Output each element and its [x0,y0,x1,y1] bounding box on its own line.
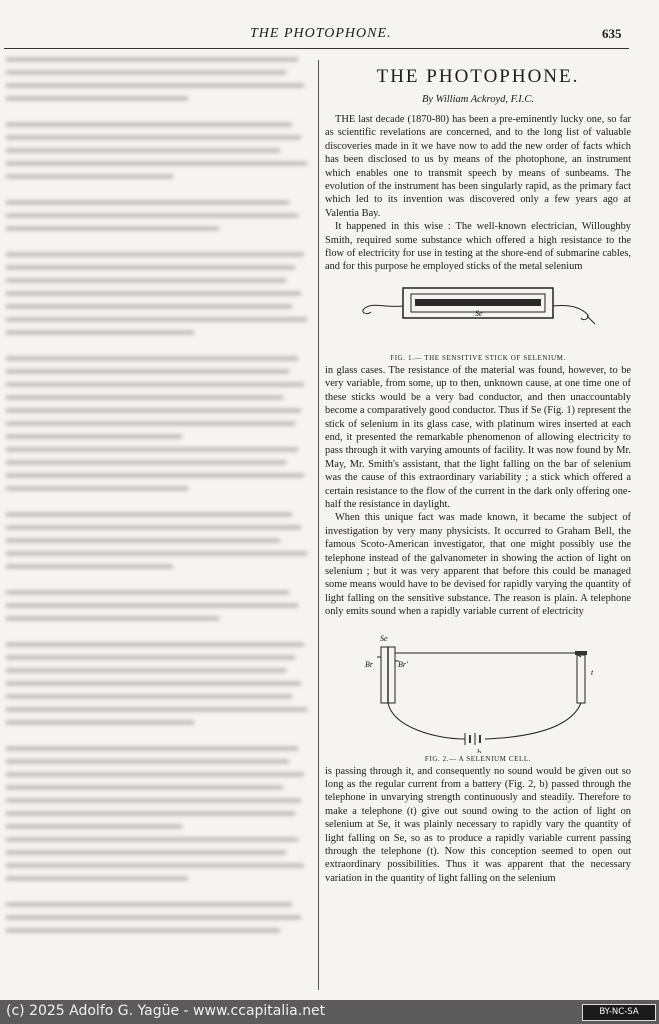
blurred-text-line [6,669,286,672]
blurred-text-line [6,227,219,230]
article [325,60,631,885]
blurred-text-line [6,682,301,685]
blurred-text-line [6,786,283,789]
blurred-text-line [6,253,304,256]
blurred-text-line [6,149,280,152]
blurred-text-line [6,591,289,594]
blurred-text-line [6,383,304,386]
blurred-text-line [6,851,286,854]
license-badge: BY-NC-SA [582,1004,656,1021]
blurred-text-line [6,513,292,516]
blurred-text-line [6,461,286,464]
blurred-text-line [6,903,292,906]
figure-2 [325,623,631,753]
paragraph-4: When this unique fact was made known, it became the subject of investigation by very many physicists. It occurred to Graham Bell, the famous Scoto-American investigator, that one might possibly use the telephone instead of the galvanometer in showing the action of light on selenium ; but it was very apparent that before this could be managed some means would have to be devised for rapidly varying the quantity of light falling on the sensitive substance. The reason is plain. A telephone only emits sound when a rapidly variable current of electricity [325,512,631,618]
blurred-text-line [6,552,307,555]
blurred-text-line [6,71,286,74]
blurred-text-line [6,84,304,87]
blurred-text-line [6,617,219,620]
figure-2-label-b: b [477,747,481,753]
running-head-title: THE PHOTOPHONE. [250,26,392,41]
figure-1-drawing [325,278,631,352]
blurred-text-line [6,370,289,373]
blurred-text-line [6,773,304,776]
footer-bar [0,1000,659,1024]
blurred-text-line [6,812,295,815]
paragraph-1: THE last decade (1870-80) has been a pre-eminently lucky one, so far as scientific revelations are concerned, and to the long list of valuable discoveries made in it we have now to add the new order of facts which has been disclosed to us by means of the photophone, an instrument which enables one to transmit speech by means of sunbeams. The evolution of the instrument has been singularly rapid, as the primary fact which led to its invention was discovered only a few years ago at Valentia Bay. [325,114,631,219]
blurred-text-line [6,799,301,802]
blurred-text-line [6,838,298,841]
blurred-text-line [6,448,298,451]
blurred-text-line [6,305,292,308]
blurred-text-line [6,123,292,126]
blurred-text-line [6,643,304,646]
blurred-text-line [6,292,301,295]
blurred-text-line [6,929,280,932]
blurred-text-line [6,916,301,919]
blurred-text-line [6,747,298,750]
figure-1-label-se: Se [475,308,483,318]
blurred-text-line [6,357,298,360]
blurred-text-line [6,656,295,659]
figure-1-caption: FIG. 1.— THE SENSITIVE STICK OF SELENIUM. [390,353,566,362]
figure-2-caption: FIG. 2.— A SELENIUM CELL. [424,754,532,763]
blurred-text-line [6,526,301,529]
paragraph-3: in glass cases. The resistance of the material was found, however, to be very variable, from some, up to then, unknown cause, at one time one of these sticks would be a very bad conductor, and then unaccountably become a comparatively good conductor. Thus if Se (Fig. 1) represent the stick of selenium in its glass case, with platinum wires inserted at each end, it presented the remarkable phenomenon of allowing electricity to pass through it with varying amounts of facility. It was now found by Mr. May, Mr. Smith's assistant, that the light falling on the bar of selenium was the cause of this extraordinary variability ; a stick which offered a certain resistance to the flow of the current in the dark only offering one-half the resistance in daylight. [325,364,631,510]
blurred-text-line [6,409,301,412]
running-head [0,26,659,46]
blurred-text-line [6,864,304,867]
blurred-text-line [6,58,298,61]
blurred-text-line [6,604,298,607]
figure-1 [325,278,631,352]
figure-2-label-br2: Br' [398,659,408,669]
blurred-text-line [6,565,173,568]
blurred-text-line [6,214,298,217]
figure-2-label-se: Se [380,633,388,643]
page-number: 635 [602,26,622,41]
blurred-text-line [6,435,182,438]
blurred-text-line [6,175,173,178]
figure-2-drawing [325,623,631,753]
blurred-text-line [6,487,188,490]
blurred-text-line [6,162,307,165]
header-rule [4,48,629,49]
blurred-text-line [6,825,182,828]
blurred-text-line [6,708,307,711]
blurred-text-line [6,279,286,282]
blurred-text-line [6,877,188,880]
footer-credit: (c) 2025 Adolfo G. Yagüe - www.ccapitalia.net [6,1003,326,1019]
blurred-text-line [6,396,283,399]
blurred-text-line [6,695,292,698]
paragraph-5: is passing through it, and consequently no sound would be given out so long as the regular current from a battery (Fig. 2, b) passed through the telephone in unvarying strength continuously and steadily. Therefore to make a telephone (t) give out sound owing to the action of light on selenium at Se, it was plainly necessary to rapidly vary the quantity of light falling on Se, so as to produce a rapidly variable current passing through the telephone (t). Now this conception seemed to open out extraordinary possibilities. Thus it was apparent that the necessary variation in the quantity of light falling on the selenium [325,765,631,884]
blurred-text-line [6,136,301,139]
paragraph-2: It happened in this wise : The well-known electrician, Willoughby Smith, required some substance which offered a high resistance to the flow of electricity for use in testing at the shore-end of submarine cables, and for this purpose he employed sticks of the metal selenium [325,221,631,273]
blurred-left-column [6,58,310,988]
blurred-text-line [6,201,289,204]
blurred-text-line [6,539,280,542]
blurred-text-line [6,760,289,763]
blurred-text-line [6,721,194,724]
blurred-text-line [6,266,295,269]
article-byline: By William Ackroyd, F.I.C. [421,94,535,105]
article-title: THE PHOTOPHONE. [376,66,580,87]
blurred-text-line [6,318,307,321]
blurred-text-line [6,97,188,100]
figure-2-label-t: t [591,667,594,677]
blurred-text-line [6,331,194,334]
column-rule [318,60,319,990]
blurred-text-line [6,422,295,425]
figure-2-label-br: Br [365,659,373,669]
blurred-text-line [6,474,304,477]
